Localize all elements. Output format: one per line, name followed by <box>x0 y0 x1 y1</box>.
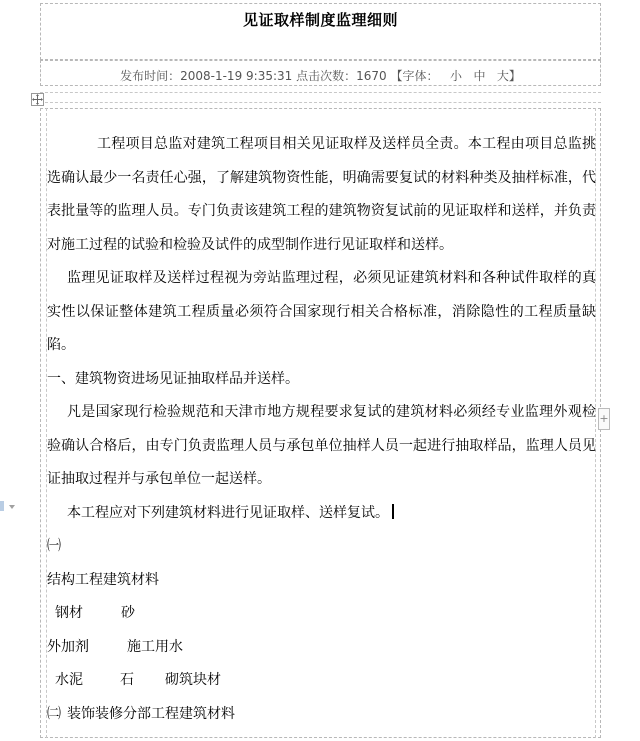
add-column-button[interactable] <box>598 408 610 430</box>
material-item: 石 <box>120 672 134 688</box>
table-move-handle[interactable] <box>31 93 44 106</box>
move-cross-icon <box>32 94 43 105</box>
material-item: 外加剂 <box>47 638 89 655</box>
paragraph: 监理见证取样及送样过程视为旁站监理过程，必须见证建筑材料和各种试件取样的真实性以保证整体建筑工程质量必须符合国家现行相关合格标准，消除隐性的工程质量缺陷。 <box>47 270 596 353</box>
subsection-heading-text: 装饰装修分部工程建筑材料 <box>67 705 235 722</box>
material-item: 钢材 <box>55 605 83 621</box>
material-row <box>47 664 596 698</box>
material-item: 水泥 <box>55 672 83 688</box>
material-row <box>47 597 596 631</box>
article-meta <box>40 67 601 84</box>
publish-time: 2008-1-19 9:35:31 <box>180 69 293 83</box>
list-number: ㈡ <box>47 705 61 722</box>
material-row <box>47 631 596 665</box>
clicks-count: 1670 <box>356 69 387 83</box>
paragraph: 凡是国家现行检验规范和天津市地方规程要求复试的建筑材料必须经专业监理外观检验确认合格后，由专门负责监理人员与承包单位抽样人员一起进行抽取样品，监理人员见证抽取过程并与承包单位一起送样。 <box>47 404 596 487</box>
paragraph-text: 本工程应对下列建筑材料进行见证取样、送样复试。 <box>67 504 389 521</box>
font-size-small-link[interactable]: 小 <box>449 69 462 83</box>
paragraph: 工程项目总监对建筑工程项目相关见证取样及送样员全责。本工程由项目总监挑选确认最少一名责任心强，了解建筑物资性能，明确需要复试的材料种类及抽样标准，代表批量等的监理人员。专门负责该建筑工程的建筑物资复试前的见证取样和送样，并负责对施工过程的试验和检验及试件的成型制作进行见证取样和送样。 <box>47 136 596 253</box>
material-item: 砌筑块材 <box>165 672 221 688</box>
plus-icon: + <box>599 412 609 425</box>
list-number: ㈠ <box>47 538 61 554</box>
material-item: 施工用水 <box>127 638 183 655</box>
font-size-large-link[interactable]: 大】 <box>496 69 521 83</box>
article-body <box>47 128 596 731</box>
font-size-medium-link[interactable]: 中 <box>473 69 486 83</box>
table-divider <box>40 92 601 93</box>
material-item: 砂 <box>121 605 135 621</box>
dropdown-marker-icon[interactable] <box>0 498 16 514</box>
subsection-heading: 结构工程建筑材料 <box>47 571 159 588</box>
section-heading: 一、建筑物资进场见证抽取样品并送样。 <box>47 370 299 387</box>
text-cursor <box>392 504 394 519</box>
page-title: 见证取样制度监理细则 <box>242 11 398 29</box>
table-divider <box>40 102 601 103</box>
font-size-label: 【字体： <box>390 69 439 83</box>
paragraph <box>47 497 596 531</box>
clicks-label: 点击次数： <box>296 69 357 83</box>
publish-label: 发布时间： <box>120 69 181 83</box>
subsection-heading <box>47 698 596 732</box>
